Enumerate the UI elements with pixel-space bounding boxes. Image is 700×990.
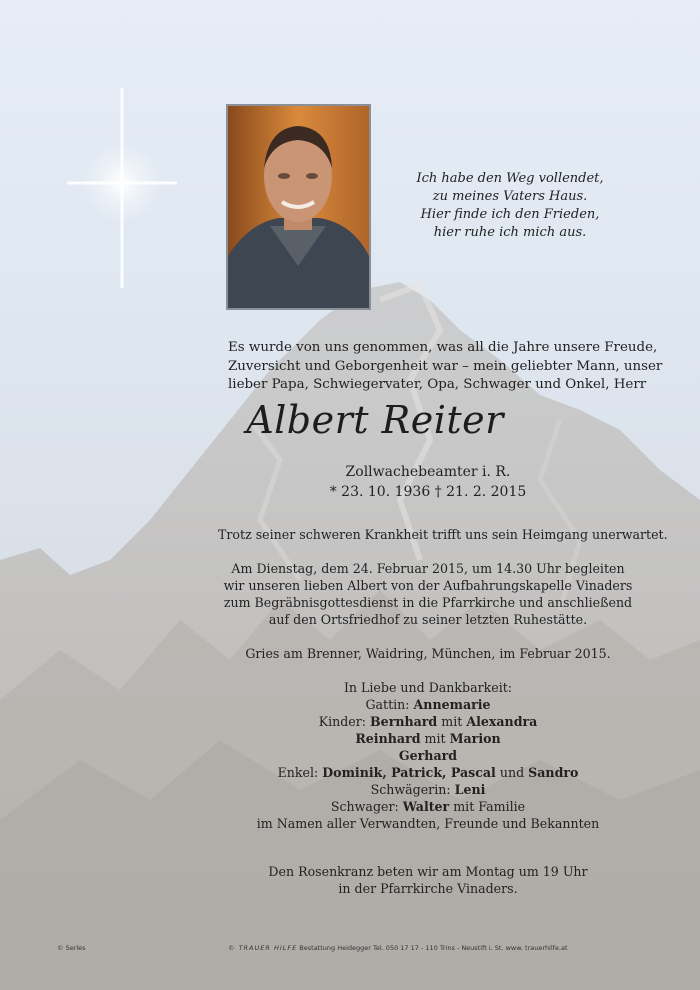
poem-line: Ich habe den Weg vollendet, xyxy=(416,171,604,186)
mourner-child2: Reinhard mit Marion xyxy=(355,731,501,746)
mourner-children: Kinder: Bernhard mit Alexandra xyxy=(318,714,538,729)
poem-line: zu meines Vaters Haus. xyxy=(432,189,588,204)
funeral-line: auf den Ortsfriedhof zu seiner letzten Ruhestätte. xyxy=(268,612,588,627)
mourners-list xyxy=(218,679,638,832)
portrait-photo xyxy=(226,104,371,310)
deceased-name: Albert Reiter xyxy=(246,398,504,442)
trauerhilfe-logo: © TRAUER HILFE xyxy=(228,944,298,952)
illness-notice xyxy=(218,526,668,543)
funeral-line: Am Dienstag, dem 24. Februar 2015, um 14.30 Uhr begleiten xyxy=(231,561,625,576)
mourner-grandchildren: Enkel: Dominik, Patrick, Pascal und Sandro xyxy=(277,765,579,780)
funeral-line: wir unseren lieben Albert von der Aufbahrungskapelle Vinaders xyxy=(223,578,633,593)
mourners-heading: In Liebe und Dankbarkeit: xyxy=(343,680,513,695)
intro-line: lieber Papa, Schwiegervater, Opa, Schwager und Onkel, Herr xyxy=(228,377,647,392)
photo-credit: © Serles xyxy=(57,944,86,952)
funeral-line: zum Begräbnisgottesdienst in die Pfarrkirche und anschließend xyxy=(223,595,633,610)
illness-line: Trotz seiner schweren Krankheit trifft uns sein Heimgang unerwartet. xyxy=(218,527,668,542)
intro-text xyxy=(228,339,663,395)
poem xyxy=(390,170,630,242)
life-dates: * 23. 10. 1936 † 21. 2. 2015 xyxy=(329,484,527,500)
rosary-line: in der Pfarrkirche Vinaders. xyxy=(338,881,518,896)
footer-info: Bestattung Heidegger Tel. 050 17 17 - 110 Trins - Neustift i. St. www. trauerhilfe.at xyxy=(299,944,568,952)
footer-bar xyxy=(228,944,568,952)
place-date xyxy=(218,645,638,662)
intro-line: Zuversicht und Geborgenheit war – mein geliebter Mann, unser xyxy=(228,358,663,374)
mourner-wife: Gattin: Annemarie xyxy=(365,697,491,712)
place-date-line: Gries am Brenner, Waidring, München, im Februar 2015. xyxy=(245,646,611,661)
mourner-relatives: im Namen aller Verwandten, Freunde und Bekannten xyxy=(256,816,600,831)
light-cross xyxy=(62,88,182,288)
mourner-brother-in-law: Schwager: Walter mit Familie xyxy=(330,799,526,814)
funeral-notice xyxy=(218,560,638,628)
intro-line: Es wurde von uns genommen, was all die Jahre unsere Freude, xyxy=(228,340,658,355)
deceased-details xyxy=(228,462,628,502)
rosary-line: Den Rosenkranz beten wir am Montag um 19 Uhr xyxy=(268,864,588,879)
profession: Zollwachebeamter i. R. xyxy=(345,464,511,480)
poem-line: Hier finde ich den Frieden, xyxy=(420,207,600,222)
rosary-notice xyxy=(218,863,638,897)
poem-line: hier ruhe ich mich aus. xyxy=(433,225,587,240)
mourner-sister-in-law: Schwägerin: Leni xyxy=(370,782,486,797)
mourner-child3: Gerhard xyxy=(398,748,458,763)
